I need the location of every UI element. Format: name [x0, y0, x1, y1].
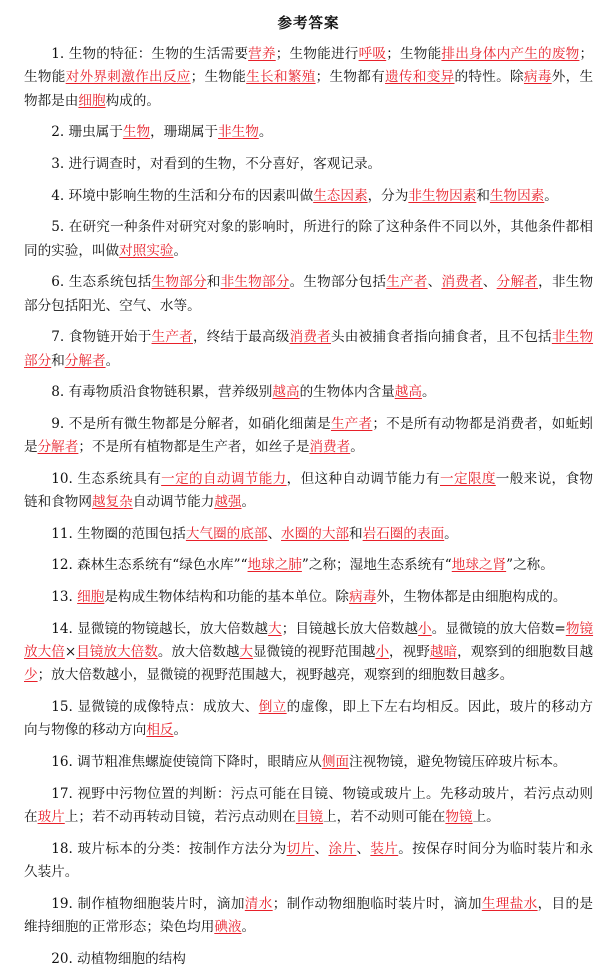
- answer-item: [24, 751, 593, 774]
- item-text: 。: [241, 918, 256, 935]
- item-text: 环境中影响生物的生活和分布的因素叫做: [68, 187, 314, 204]
- answer-blank: 清水: [244, 895, 273, 912]
- answer-blank: 倒立: [258, 698, 287, 715]
- answer-blank: 生物因素: [489, 187, 545, 204]
- answer-blank: 病毒: [523, 69, 552, 86]
- item-text: 进行调查时，对看到的生物，不分喜好，客观记录。: [68, 156, 382, 172]
- answer-blank: 分解者: [496, 274, 539, 291]
- item-text: 显微镜的物镜越长，放大倍数越: [77, 620, 269, 637]
- answer-blank: 生产者: [151, 329, 193, 346]
- item-text: 。: [105, 352, 120, 369]
- item-text: 是构成生物体结构和功能的基本单位。除: [104, 588, 350, 605]
- item-text: ；目镜越长放大倍数越: [281, 620, 419, 637]
- item-text: 调节粗准焦螺旋使镜筒下降时，眼睛应从: [77, 753, 322, 770]
- item-text: 上，若不动则可能在: [323, 808, 446, 825]
- answer-blank: 非生物部分: [24, 329, 594, 369]
- answer-blank: 碘液: [214, 918, 242, 935]
- item-text: 。: [173, 722, 188, 739]
- answer-blank: 大: [268, 620, 282, 637]
- item-text: ，视野: [389, 643, 430, 660]
- item-text: 上；若不动再转动目镜，若污点动则在: [64, 808, 296, 825]
- answer-blank: 消费者: [289, 329, 331, 346]
- item-text: 在研究一种条件对研究对象的影响时，所进行的除了这种条件不同以外，其他条件都相同的实验，叫做: [24, 219, 593, 259]
- item-text: 。按保存时间分为临时装片和永久装片。: [24, 840, 594, 880]
- answer-item: [24, 185, 593, 208]
- answer-blank: 分解者: [37, 439, 79, 456]
- answer-blank: 切片: [286, 840, 315, 857]
- item-text: ；生物能: [24, 46, 594, 86]
- answer-blank: 细胞: [77, 588, 105, 605]
- answer-item: [24, 468, 593, 515]
- item-text: 的生物体内含量: [299, 384, 395, 401]
- item-text: 注视物镜，避免物镜压碎玻片标本。: [349, 753, 567, 770]
- item-text: 和: [476, 187, 490, 204]
- answer-blank: 生长和繁殖: [246, 69, 316, 86]
- item-number: 15.: [51, 698, 73, 715]
- answer-blank: 细胞: [78, 92, 106, 109]
- answer-item: [24, 554, 593, 577]
- answer-blank: 越强: [214, 494, 242, 511]
- item-text: ；不是所有植物都是生产者，如丝子是: [78, 439, 310, 456]
- item-text: 、: [482, 274, 497, 291]
- item-text: 、: [356, 840, 371, 857]
- answer-item: [24, 893, 593, 940]
- answer-blank: 非生物因素: [408, 187, 477, 204]
- item-number: 16.: [51, 753, 73, 770]
- item-text: ；生物能进行: [275, 46, 359, 62]
- answer-blank: 越暗: [429, 643, 458, 660]
- item-text: 生物的特征：生物的生活需要: [68, 46, 249, 62]
- answer-blank: 消费者: [441, 274, 483, 291]
- answer-item: [24, 696, 593, 743]
- item-number: 6.: [51, 274, 65, 291]
- item-text: ”之称；湿地生态系统有“: [301, 557, 452, 574]
- item-text: 。: [258, 124, 273, 141]
- item-text: 外，生物都是由: [24, 69, 594, 109]
- item-text: 。: [544, 187, 558, 204]
- answer-item: [24, 618, 593, 688]
- item-number: 5.: [51, 219, 65, 236]
- answer-blank: 呼吸: [358, 46, 387, 62]
- answer-blank: 遗传和变异: [385, 69, 455, 86]
- answer-blank: 消费者: [309, 439, 351, 456]
- item-number: 2.: [51, 124, 65, 141]
- answer-blank: 生物: [122, 124, 151, 141]
- answer-item: [24, 326, 593, 373]
- item-number: 3.: [51, 156, 65, 172]
- item-text: 上。: [472, 808, 500, 825]
- answer-blank: 一定限度: [440, 470, 496, 487]
- answer-blank: 地球之肾: [451, 557, 507, 574]
- item-text: ，观察到的细胞数目越: [457, 643, 594, 660]
- answer-item: [24, 381, 593, 404]
- item-text: 生态系统包括: [68, 274, 152, 291]
- answer-blank: 对照实验: [119, 242, 174, 259]
- item-text: ；生物能: [190, 69, 247, 86]
- item-text: ；不是所有动物都是消费者，如蚯蚓是: [24, 415, 594, 456]
- item-number: 14.: [51, 620, 73, 637]
- item-text: 不是所有微生物都是分解者，如硝化细菌是: [68, 415, 331, 432]
- item-text: 和: [349, 525, 363, 542]
- answer-blank: 小: [418, 620, 432, 637]
- answer-item: [24, 153, 593, 176]
- answer-blank: 大: [239, 643, 254, 660]
- answer-item: [24, 586, 593, 609]
- answer-blank: 越高: [272, 384, 300, 401]
- answer-item: [24, 216, 593, 263]
- item-text: 。: [350, 439, 364, 456]
- item-text: ；放大倍数越小，显微镜的视野范围越大，视野越亮，观察到的细胞数目越多。: [37, 667, 514, 684]
- answer-item: [24, 783, 593, 830]
- answer-blank: 生产者: [330, 415, 373, 432]
- item-number: 11.: [51, 525, 73, 542]
- answer-blank: 分解者: [64, 352, 106, 369]
- item-number: 1.: [51, 46, 65, 62]
- answer-item: [24, 121, 593, 144]
- item-text: ；生物能: [386, 46, 442, 62]
- item-text: 显微镜的视野范围越: [253, 643, 376, 660]
- answer-blank: 排出身体内产生的废物: [441, 46, 580, 62]
- item-text: 珊虫属于: [68, 124, 123, 141]
- item-text: 。放大倍数越: [157, 643, 240, 660]
- item-text: 外，生物体都是由细胞构成的。: [376, 588, 567, 605]
- answer-item: [24, 838, 593, 885]
- item-number: 19.: [51, 895, 73, 912]
- item-text: ，非生物部分包括阳光、空气、水等。: [24, 274, 594, 314]
- item-text: ；生物都有: [315, 69, 386, 86]
- item-text: 头由被捕食者指向捕食者，且不包括: [331, 329, 552, 346]
- item-text: 玻片标本的分类：按制作方法分为: [77, 840, 287, 857]
- answer-blank: 生理盐水: [481, 895, 538, 912]
- answer-blank: 非生物: [218, 124, 259, 141]
- item-number: 13.: [51, 588, 73, 605]
- answer-blank: 相反: [146, 722, 174, 739]
- answer-blank: 生物部分: [151, 274, 207, 291]
- answer-blank: 侧面: [321, 753, 350, 770]
- item-number: 10.: [51, 470, 73, 487]
- item-text: 一般来说，食物链和食物网: [24, 470, 594, 511]
- item-text: 、: [314, 840, 329, 857]
- item-number: 20.: [51, 950, 73, 967]
- item-number: 9.: [51, 415, 65, 432]
- answer-blank: 对外界刺激作出反应: [65, 69, 191, 86]
- answer-item: [24, 43, 593, 113]
- answer-blank: 水圈的大部: [281, 525, 350, 542]
- item-text: 动植物细胞的结构: [77, 950, 186, 967]
- answer-blank: 地球之肺: [247, 557, 302, 574]
- item-text: 。: [173, 242, 188, 259]
- item-text: 和: [206, 274, 221, 291]
- answer-blank: 物镜: [445, 808, 473, 825]
- item-text: 、: [267, 525, 282, 542]
- answer-blank: 非生物部分: [220, 274, 290, 291]
- item-text: ，目的是维持细胞的正常形态；染色均用: [24, 895, 594, 935]
- answer-blank: 物镜放大倍: [24, 620, 594, 660]
- answer-item: [24, 271, 593, 318]
- answer-blank: 玻片: [37, 808, 65, 825]
- item-text: 和: [51, 352, 65, 369]
- item-text: 显微镜的成像特点：成放大、: [77, 698, 259, 715]
- item-number: 7.: [51, 329, 65, 346]
- answer-blank: 越高: [394, 384, 422, 401]
- answer-blank: 目镜放大倍数: [76, 643, 158, 660]
- item-text: 构成的。: [105, 92, 160, 109]
- item-number: 12.: [51, 557, 73, 574]
- item-text: 、: [427, 274, 442, 291]
- answer-blank: 小: [375, 643, 390, 660]
- answer-list: [24, 43, 593, 971]
- answer-blank: 大气圈的底部: [185, 525, 268, 542]
- item-text: 食物链开始于: [68, 329, 152, 346]
- item-text: 视野中污物位置的判断：污点可能在目镜、物镜或玻片上。先移动玻片，若污点动则在: [24, 785, 593, 825]
- item-text: 生态系统具有: [77, 470, 162, 487]
- item-text: ，珊瑚属于: [150, 124, 219, 141]
- item-text: 。显微镜的放大倍数=: [431, 620, 566, 637]
- answer-blank: 少: [24, 667, 38, 684]
- answer-blank: 岩石圈的表面: [362, 525, 445, 542]
- item-number: 18.: [51, 840, 73, 857]
- item-text: ，但这种自动调节能力有: [286, 470, 440, 487]
- answer-blank: 一定的自动调节能力: [161, 470, 287, 487]
- item-number: 17.: [51, 785, 73, 802]
- item-text: 。: [444, 525, 458, 542]
- item-text: ，终结于最高级: [192, 329, 290, 346]
- item-text: 自动调节能力: [132, 494, 215, 511]
- item-text: 。: [241, 494, 256, 511]
- item-text: ”之称。: [506, 557, 554, 574]
- page-title: 参考答案: [277, 15, 340, 32]
- answer-blank: 装片: [370, 840, 399, 857]
- answer-blank: 病毒: [349, 588, 377, 605]
- answer-blank: 生态因素: [313, 187, 368, 204]
- item-text: 制作植物细胞装片时，滴加: [77, 895, 245, 912]
- item-number: 4.: [51, 187, 65, 204]
- answer-blank: 越复杂: [91, 494, 133, 511]
- item-text: 。生物部分包括: [289, 274, 387, 291]
- answer-blank: 涂片: [328, 840, 357, 857]
- item-text: 有毒物质沿食物链积累，营养级别: [68, 384, 273, 401]
- item-number: 8.: [51, 384, 65, 401]
- item-text: ；制作动物细胞临时装片时，滴加: [272, 895, 482, 912]
- item-text: 生物圈的范围包括: [77, 525, 186, 542]
- item-text: 的虚像，即上下左右均相反。因此，玻片的移动方向与物像的移动方向: [24, 698, 594, 739]
- item-text: 的特性。除: [454, 69, 524, 86]
- item-text: 森林生态系统有“绿色水库”“: [77, 557, 248, 574]
- answer-blank: 生产者: [386, 274, 428, 291]
- item-text: ×: [64, 643, 77, 660]
- item-text: ，分为: [367, 187, 409, 204]
- answer-item: [24, 948, 593, 971]
- answer-blank: 营养: [248, 46, 276, 62]
- item-text: 。: [421, 384, 436, 401]
- answer-item: [24, 413, 593, 460]
- answer-item: [24, 523, 593, 546]
- answer-blank: 目镜: [295, 808, 324, 825]
